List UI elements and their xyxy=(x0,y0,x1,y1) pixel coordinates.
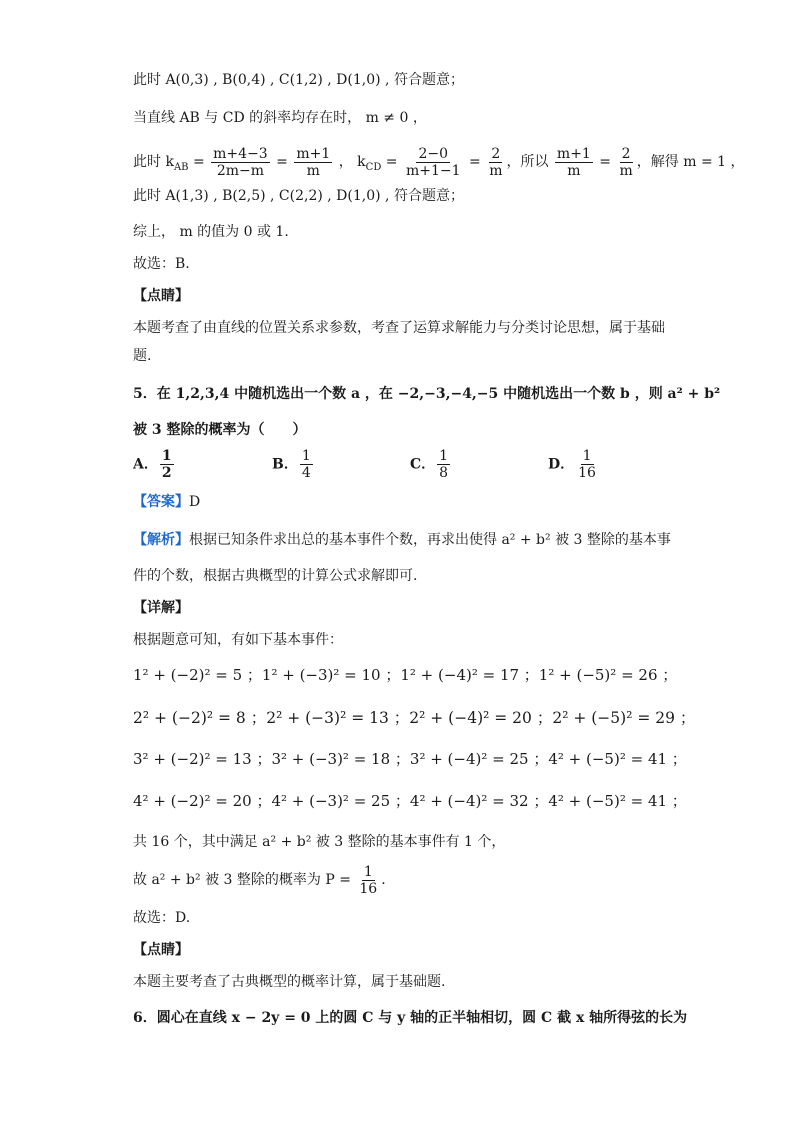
section-tag: 【详解】 xyxy=(133,600,189,616)
fraction xyxy=(357,864,379,897)
question-stem: 5．在 1,2,3,4 中随机选出一个数 a ，在 −2,−3,−4,−5 中随机选出一个数 b ，则 a² + b² xyxy=(133,386,721,402)
option-b xyxy=(272,448,315,481)
text: . xyxy=(381,872,386,888)
fraction xyxy=(576,448,598,481)
denominator: 2m−m xyxy=(216,162,265,179)
numerator: 2 xyxy=(621,145,631,162)
option-c xyxy=(410,448,452,481)
numerator: 1 xyxy=(439,448,449,464)
text: ，所以 xyxy=(506,154,549,170)
event-row: 2² + (−2)² = 8 ；2² + (−3)² = 13 ；2² + (−4)² = 20 ；2² + (−5)² = 29 ； xyxy=(133,709,696,727)
denominator: 2 xyxy=(161,465,172,481)
probability-line xyxy=(133,860,386,900)
subscript: AB xyxy=(173,161,189,173)
fraction xyxy=(437,448,450,481)
numerator: 1 xyxy=(582,448,592,464)
option-label: A． xyxy=(133,456,158,473)
text: 此时 k xyxy=(133,154,174,170)
denominator: 16 xyxy=(578,465,596,481)
event-row: 1² + (−2)² = 5 ；1² + (−3)² = 10 ；1² + (−4)² = 17 ；1² + (−5)² = 26 ； xyxy=(133,666,678,684)
event-row: 3² + (−2)² = 13 ；3² + (−3)² = 18 ；3² + (−4)² = 25 ；4² + (−5)² = 41 ； xyxy=(133,750,687,768)
analysis-tag: 【解析】 xyxy=(133,532,189,548)
option-d xyxy=(548,448,600,481)
denominator: m xyxy=(619,162,633,179)
numerator: 2 xyxy=(491,145,501,162)
numerator: m+4−3 xyxy=(213,145,268,162)
fraction xyxy=(555,146,593,179)
fraction xyxy=(487,146,504,179)
text-line: 本题考查了由直线的位置关系求参数，考查了运算求解能力与分类讨论思想，属于基础 xyxy=(133,320,665,336)
fraction xyxy=(300,448,313,481)
section-tag: 【点睛】 xyxy=(133,288,189,304)
analysis-line xyxy=(133,530,671,550)
question-stem: 6．圆心在直线 x − 2y = 0 上的圆 C 与 y 轴的正半轴相切，圆 C 截 x 轴所得弦的长为 xyxy=(133,1010,688,1026)
text: 根据已知条件求出总的基本事件个数，再求出使得 a² + b² 被 3 整除的基本事 xyxy=(189,532,671,548)
answer-line xyxy=(133,492,200,512)
answer-tag: 【答案】 xyxy=(133,494,189,510)
event-row: 4² + (−2)² = 20 ；4² + (−3)² = 25 ；4² + (−4)² = 32 ；4² + (−5)² = 41 ； xyxy=(133,792,687,810)
fraction xyxy=(404,146,463,179)
option-label: B． xyxy=(272,456,298,473)
text-line: 此时 A(1,3) , B(2,5) , C(2,2) , D(1,0) , 符合题意； xyxy=(133,188,464,204)
section-tag: 【点睛】 xyxy=(133,942,189,958)
denominator: 8 xyxy=(439,465,449,481)
option-label: D． xyxy=(548,456,575,473)
text-line: 本题主要考查了古典概型的概率计算，属于基础题. xyxy=(133,974,446,990)
numerator: 1 xyxy=(161,448,172,464)
numerator: 2−0 xyxy=(418,145,449,162)
denominator: m xyxy=(489,162,503,179)
text-line: 题. xyxy=(133,348,152,364)
denominator: 16 xyxy=(359,880,378,897)
numerator: 1 xyxy=(363,863,373,880)
subscript: CD xyxy=(365,161,382,173)
text-line: 当直线 AB 与 CD 的斜率均存在时， m ≠ 0 ， xyxy=(133,110,427,126)
text-line: 共 16 个，其中满足 a² + b² 被 3 整除的基本事件有 1 个， xyxy=(133,834,506,850)
option-label: C． xyxy=(410,456,436,473)
answer-value: D xyxy=(189,494,201,510)
denominator: 4 xyxy=(301,465,311,481)
denominator: m+1−1 xyxy=(405,162,461,179)
numerator: m+1 xyxy=(296,145,331,162)
text: ，解得 m = 1 ， xyxy=(636,154,745,170)
text-line: 故选：D. xyxy=(133,910,191,926)
question-stem: 被 3 整除的概率为（ ） xyxy=(133,422,307,438)
text-line: 此时 A(0,3) , B(0,4) , C(1,2) , D(1,0) , 符合题意； xyxy=(133,72,464,88)
fraction xyxy=(160,448,174,481)
text-line: 综上， m 的值为 0 或 1. xyxy=(133,224,289,240)
fraction xyxy=(294,146,332,179)
option-a xyxy=(133,448,176,481)
denominator: m xyxy=(306,162,320,179)
fraction xyxy=(617,146,634,179)
text: 故 a² + b² 被 3 整除的概率为 P = xyxy=(133,872,351,888)
numerator: m+1 xyxy=(556,145,591,162)
text-line: 故选：B. xyxy=(133,256,190,272)
denominator: m xyxy=(567,162,581,179)
fraction xyxy=(211,146,270,179)
numerator: 1 xyxy=(301,448,311,464)
text-line: 根据题意可知，有如下基本事件： xyxy=(133,632,343,648)
text-line: 件的个数，根据古典概型的计算公式求解即可. xyxy=(133,568,418,584)
slope-equation-line: 此时 $k_{AB}$ = $\frac{m+4-3}{2m-m}$ = $\frac{m+1}{m}$ ， $k_{CD}$ = $\frac{2-0}{m+1-1}$ = $\frac{2}{m}$ ，所以 $\frac{m+1}{m}$ = $\frac{2}{m}$ ，解得 m = 1 ， xyxy=(133,145,745,179)
